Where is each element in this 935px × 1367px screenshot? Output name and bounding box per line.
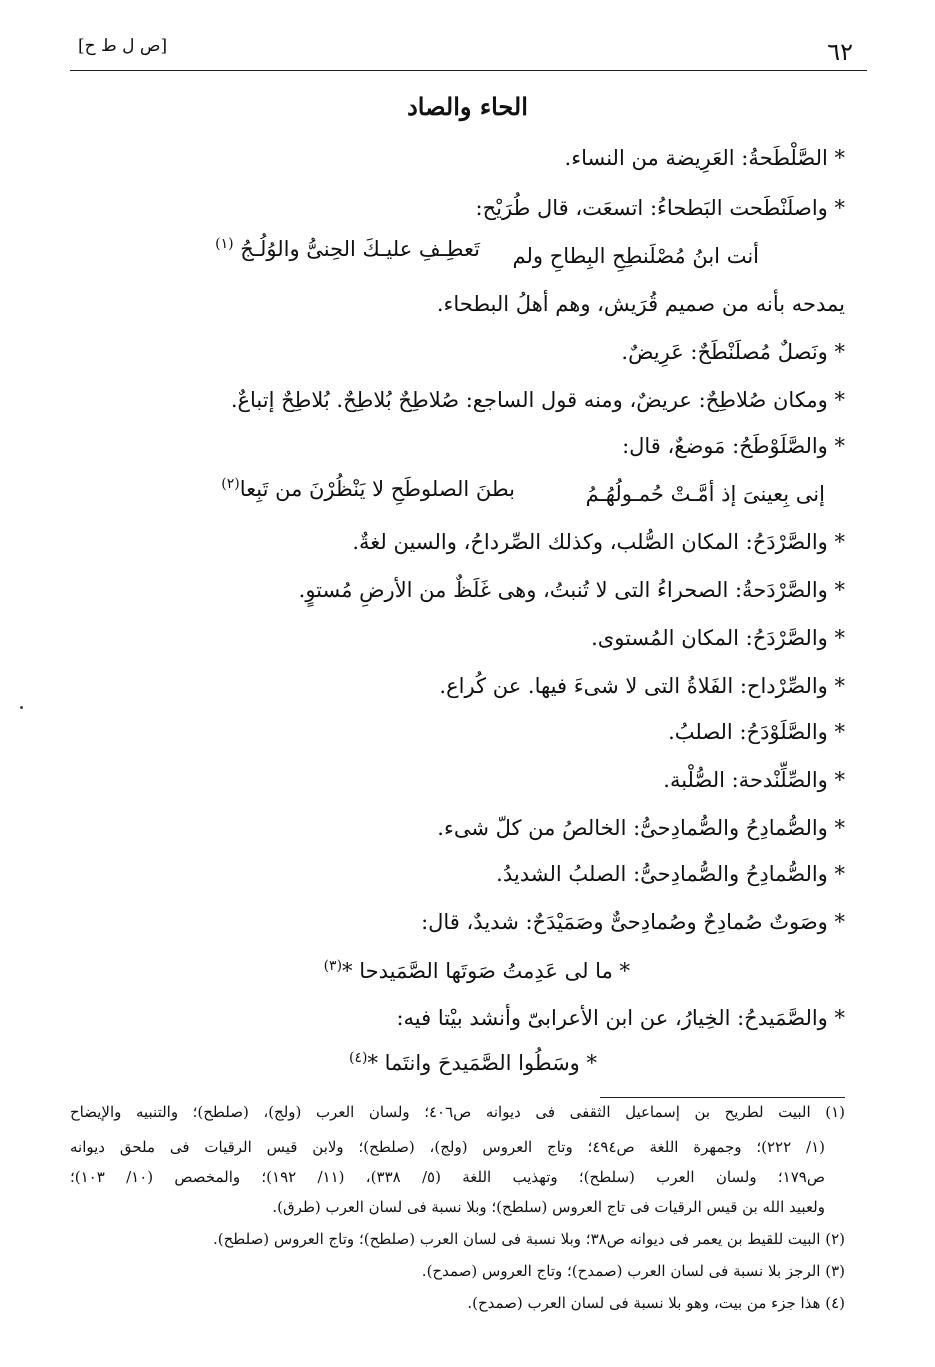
verse-1-second-hemistich bbox=[215, 236, 480, 261]
entry-line: * والصَّمَيدحُ: الخِيارُ، عن ابن الأعرابىّ وأنشد بيْتا فيه: bbox=[396, 1006, 845, 1030]
header-rule bbox=[70, 70, 867, 71]
entry-line: * ونَصلٌ مُصلَنْطَحٌ: عَرِيضٌ. bbox=[621, 340, 845, 364]
entry-line: * والصَّلَوْدَحُ: الصلبُ. bbox=[668, 720, 845, 744]
entry-line: * الصَّلْطَحةُ: العَرِيضة من النساء. bbox=[564, 146, 845, 170]
footnote-3: (٣) الرجز بلا نسبة فى لسان العرب (صمدح)؛ وتاج العروس (صمدح). bbox=[421, 1262, 845, 1280]
verse-text: تَعطِـفِ عليـكَ الحِنىُّ والوُلُـجُ bbox=[240, 237, 480, 261]
entry-line: * واصلَنْطَحت البَطحاءُ: اتسعَت، قال طُرَيْح: bbox=[475, 196, 845, 220]
footnote-4: (٤) هذا جزء من بيت، وهو بلا نسبة فى لسان العرب (صمدح). bbox=[467, 1294, 845, 1312]
entry-line: * والصَّرْدَحُ: المكان المُستوى. bbox=[591, 626, 845, 650]
entry-line: * ومكان صُلاطِحٌ: عريضٌ، ومنه قول الساجع: صُلاطِحٌ بُلاطِحٌ. بُلاطِحٌ إتباعٌ. bbox=[230, 388, 845, 412]
entry-line: يمدحه بأنه من صميم قُرَيش، وهم أهلُ البطحاء. bbox=[436, 292, 845, 316]
scan-speck bbox=[20, 706, 23, 709]
verse-3 bbox=[324, 958, 630, 983]
verse-1-first-hemistich: أنت ابنُ مُصْلَنطِحِ البِطاحِ ولم bbox=[512, 244, 759, 268]
footnote-marker: (٤) bbox=[348, 1050, 368, 1066]
verse-2-first-hemistich: إنى بِعينىَ إذ أمَّـتْ حُمـولُهُـمُ bbox=[585, 482, 825, 506]
entry-line: * والصُّمادِحُ والصُّمادِحىُّ: الصلبُ الشديدُ. bbox=[496, 862, 845, 886]
verse-text: * وسَطُوا الصَّمَيدحَ وانتَما * bbox=[367, 1051, 597, 1075]
footnote-1-line: ص١٧٩؛ ولسان العرب (سلطح)؛ وتهذيب اللغة (٥/ ٣٣٨)، (١١/ ١٩٢)؛ والمخصص (١٠/ ١٠٣)؛ bbox=[70, 1168, 825, 1186]
footnote-1-line: ولعبيد الله بن قيس الرقيات فى تاج العروس (سلطح)؛ وبلا نسبة فى لسان العرب (طرق). bbox=[272, 1198, 825, 1216]
section-title: الحاء والصاد bbox=[407, 92, 528, 121]
root-letters-header: [ص ل ط ح] bbox=[78, 36, 168, 56]
page-number: ٦٢ bbox=[827, 38, 853, 66]
entry-line: * والصِّرْداح: الفَلاةُ التى لا شىءَ فيها. عن كُراع. bbox=[439, 674, 845, 698]
verse-2-second-hemistich bbox=[221, 476, 515, 501]
footnote-rule bbox=[600, 1097, 845, 1098]
footnote-marker: (٣) bbox=[323, 958, 343, 974]
footnote-1-line: (١/ ٢٢٢)؛ وجمهرة اللغة ص٤٩٤؛ وتاج العروس (ولج)، (صلطح)؛ ولابن قيس الرقيات فى ملحق ديوانه bbox=[70, 1138, 825, 1156]
entry-line: * والصُّمادِحُ والصُّمادِحىُّ: الخالصُ من كلّ شىء. bbox=[437, 816, 845, 840]
footnote-marker: (٢) bbox=[221, 476, 240, 492]
footnote-1-line: (١) البيت لطريح بن إسماعيل الثقفى فى ديوانه ص٤٠٦؛ ولسان العرب (ولج)، (صلطح)؛ والتنبيه والإيضاح bbox=[70, 1103, 846, 1121]
entry-line: * والصِّلِّنْدحة: الصُّلْبة. bbox=[663, 768, 845, 792]
footnote-2: (٢) البيت للقيط بن يعمر فى ديوانه ص٣٨؛ وبلا نسبة فى لسان العرب (صلطح)؛ وتاج العروس (صلطح). bbox=[213, 1230, 845, 1248]
verse-text: * ما لى عَدِمتُ صَوتَها الصَّمَيدحا * bbox=[342, 959, 630, 983]
entry-line: * والصَّرْدَحةُ: الصحراءُ التى لا تُنبتُ، وهى غَلَظٌ من الأرضِ مُستوٍ. bbox=[298, 578, 845, 602]
verse-text: بطنَ الصلوطَحِ لا يَنْظُرْنَ من تَبِعا bbox=[239, 477, 515, 501]
entry-line: * والصَّرْدَحُ: المكان الصُّلب، وكذلك الصِّرداحُ، والسين لغةٌ. bbox=[352, 530, 845, 554]
footnote-marker: (١) bbox=[215, 236, 234, 252]
entry-line: * والصَّلَوْطَحُ: مَوضعٌ، قال: bbox=[622, 434, 845, 458]
entry-line: * وصَوتٌ صُمادِحٌ وصُمادِحىٌّ وصَمَيْدَحٌ: شديدٌ، قال: bbox=[421, 910, 845, 934]
verse-4 bbox=[349, 1050, 597, 1075]
